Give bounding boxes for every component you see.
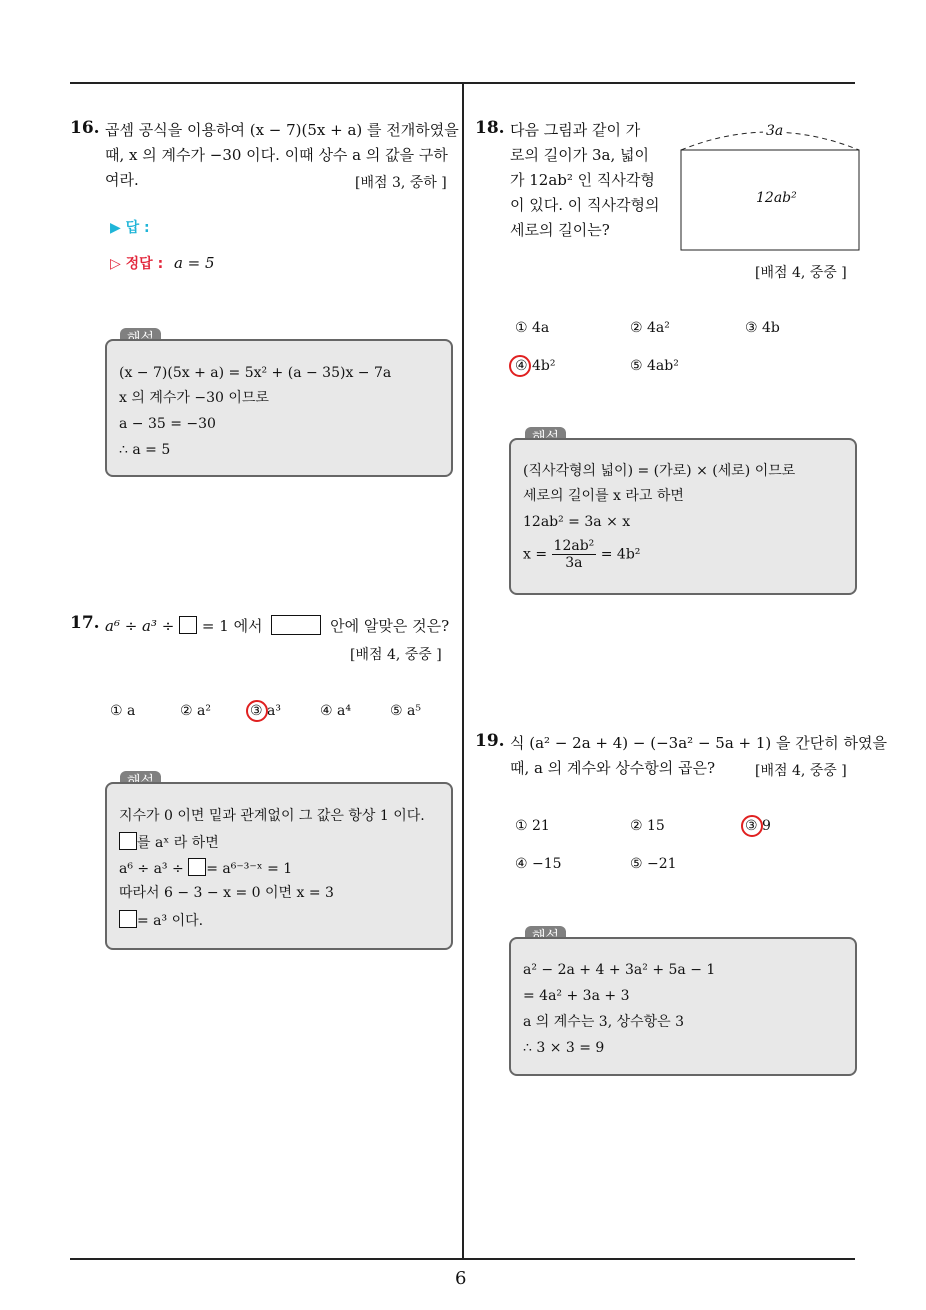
q17-sol-line3-a: a⁶ ÷ a³ ÷	[119, 861, 184, 877]
q16-line3: 여라.	[105, 171, 139, 189]
q18-line2: 로의 길이가 3a, 넓이	[510, 146, 649, 164]
q18-sol-line1: (직사각형의 넓이) = (가로) × (세로) 이므로	[523, 463, 796, 479]
q17-question	[105, 615, 449, 636]
q17-sol-line1: 지수가 0 이면 밑과 관계없이 그 값은 항상 1 이다.	[119, 808, 425, 824]
q17-text-b: = 1 에서	[201, 617, 263, 635]
q19-sol-line2: = 4a² + 3a + 3	[523, 988, 630, 1004]
q18-line5: 세로의 길이는?	[510, 221, 610, 239]
q17-choice-3[interactable]: ③ a³	[250, 703, 281, 719]
q17-number: 17.	[70, 613, 100, 633]
q16-sol-line3: a − 35 = −30	[119, 416, 216, 432]
q16-correct	[110, 253, 215, 273]
q18-choice-4[interactable]: ④ 4b²	[515, 358, 556, 374]
q19-sol-line3: a 의 계수는 3, 상수항은 3	[523, 1014, 685, 1030]
q16-number: 16.	[70, 118, 100, 138]
q18-line1: 다음 그림과 같이 가	[510, 121, 641, 139]
q19-solution-box	[509, 937, 857, 1076]
q17-sol-box-1	[119, 832, 137, 850]
q19-answer-mark-icon	[741, 815, 763, 837]
q16-line2: 때, x 의 계수가 −30 이다. 이때 상수 a 의 값을 구하	[105, 146, 448, 164]
q17-choice-1[interactable]: ① a	[110, 703, 136, 719]
q18-choice-2[interactable]: ② 4a²	[630, 320, 670, 336]
q18-sol-frac-den: 3a	[565, 555, 583, 571]
q19-line2: 때, a 의 계수와 상수항의 곱은?	[510, 759, 715, 777]
q18-sol-line4	[523, 538, 640, 571]
q17-solution-box	[105, 782, 453, 950]
q16-answer-label: ▶ 답 :	[110, 220, 150, 236]
q19-sol-line1: a² − 2a + 4 + 3a² + 5a − 1	[523, 962, 716, 978]
q19-score: [배점 4, 중중 ]	[755, 763, 847, 779]
q18-score: [배점 4, 중중 ]	[755, 265, 847, 281]
q18-figure-area-label: 12ab²	[756, 190, 797, 206]
q18-line3: 가 12ab² 인 직사각형	[510, 171, 655, 189]
q19-choice-2[interactable]: ② 15	[630, 818, 665, 834]
q16-score: [배점 3, 중하 ]	[355, 175, 447, 191]
q17-blank-box	[179, 616, 197, 634]
q17-text-a: a⁶ ÷ a³ ÷	[105, 617, 175, 635]
q18-choice-3[interactable]: ③ 4b	[745, 320, 780, 336]
q18-solution-box	[509, 438, 857, 595]
q18-figure-width-label: 3a	[763, 123, 786, 139]
q19-number: 19.	[475, 731, 505, 751]
page-number: 6	[455, 1268, 467, 1289]
q16-correct-label: ▷ 정답 :	[110, 256, 164, 272]
q17-sol-line2	[119, 832, 219, 852]
column-divider	[462, 84, 464, 1259]
q16-sol-line1: (x − 7)(5x + a) = 5x² + (a − 35)x − 7a	[119, 365, 392, 381]
q18-sol-line2: 세로의 길이를 x 라고 하면	[523, 488, 684, 504]
q18-sol-frac-num: 12ab²	[553, 538, 595, 554]
q18-sol-frac-rhs: = 4b²	[600, 546, 641, 563]
q17-choice-4[interactable]: ④ a⁴	[320, 703, 351, 719]
q16-solution-box	[105, 339, 453, 477]
q17-sol-line2-text: 를 aˣ 라 하면	[137, 835, 219, 851]
bottom-rule	[70, 1258, 855, 1260]
q19-choice-5[interactable]: ⑤ −21	[630, 856, 677, 872]
q18-line4: 이 있다. 이 직사각형의	[510, 196, 660, 214]
q16-line1: 곱셈 공식을 이용하여 (x − 7)(5x + a) 를 전개하였을	[105, 121, 459, 139]
q18-sol-frac-lhs: x =	[523, 546, 548, 563]
q18-choice-5[interactable]: ⑤ 4ab²	[630, 358, 679, 374]
q18-choice-1[interactable]: ① 4a	[515, 320, 550, 336]
q17-sol-line4: 따라서 6 − 3 − x = 0 이면 x = 3	[119, 885, 334, 901]
q16-sol-line2: x 의 계수가 −30 이므로	[119, 390, 269, 406]
q17-sol-line3	[119, 858, 292, 878]
q17-sol-box-2	[188, 858, 206, 876]
q18-sol-line3: 12ab² = 3a × x	[523, 514, 631, 530]
q19-line1: 식 (a² − 2a + 4) − (−3a² − 5a + 1) 을 간단히 하였을	[510, 734, 888, 752]
q17-text-c: 안에 알맞은 것은?	[330, 617, 450, 635]
q17-sol-line5-text: = a³ 이다.	[137, 913, 204, 929]
q17-sol-line5	[119, 910, 203, 930]
q18-sol-fraction	[552, 538, 597, 571]
q17-sol-line3-b: = a⁶⁻³⁻ˣ = 1	[206, 861, 293, 877]
q16-correct-value: a = 5	[173, 254, 215, 272]
q16-sol-line4: ∴ a = 5	[119, 442, 171, 458]
q18-number: 18.	[475, 118, 505, 138]
q17-answer-mark-icon	[246, 700, 268, 722]
q17-sol-box-3	[119, 910, 137, 928]
q19-choice-1[interactable]: ① 21	[515, 818, 550, 834]
q18-answer-mark-icon	[509, 355, 531, 377]
q17-score: [배점 4, 중중 ]	[350, 647, 442, 663]
q19-choice-3[interactable]: ③ 9	[745, 818, 771, 834]
q17-choice-2[interactable]: ② a²	[180, 703, 211, 719]
q19-choice-4[interactable]: ④ −15	[515, 856, 562, 872]
q17-choice-5[interactable]: ⑤ a⁵	[390, 703, 421, 719]
q19-sol-line4: ∴ 3 × 3 = 9	[523, 1040, 605, 1056]
q17-blank-box-wide	[271, 615, 321, 635]
